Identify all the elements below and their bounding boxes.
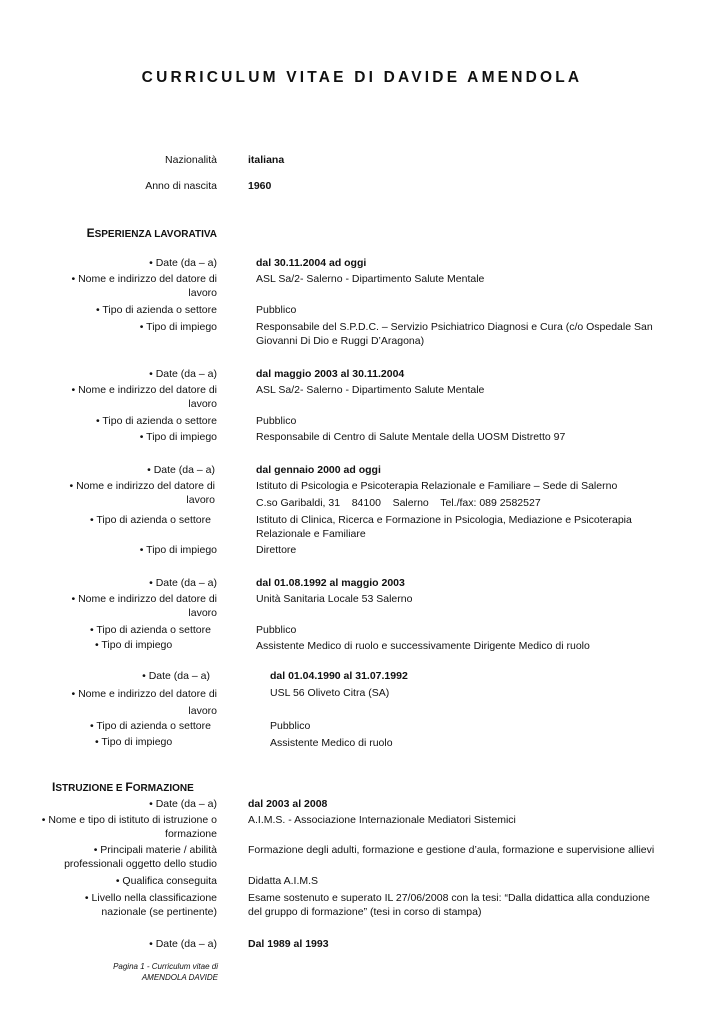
exp5-date-label: • Date (da – a) xyxy=(142,670,210,682)
exp2-date: dal maggio 2003 al 30.11.2004 xyxy=(256,368,405,380)
exp2-employer-label: • Nome e indirizzo del datore di lavoro xyxy=(71,384,217,410)
exp2-sector-label: • Tipo di azienda o settore xyxy=(95,415,217,427)
exp3-date-label: • Date (da – a) xyxy=(147,464,215,476)
exp1-date-label: • Date (da – a) xyxy=(149,257,217,269)
exp3-date: dal gennaio 2000 ad oggi xyxy=(256,464,381,476)
exp3-role-label: • Tipo di impiego xyxy=(139,544,217,556)
page-footer xyxy=(60,961,218,983)
exp2-sector: Pubblico xyxy=(256,415,297,427)
edu1-level-label: • Livello nella classificazione nazionale (se pertinente) xyxy=(84,892,217,918)
page-title: CURRICULUM VITAE DI DAVIDE AMENDOLA xyxy=(141,69,583,86)
birth-year-value: 1960 xyxy=(248,180,272,192)
edu1-subjects: Formazione degli adulti, formazione e gestione d’aula, formazione e supervisione allievi xyxy=(248,844,655,856)
edu1-institute-label: • Nome e tipo di istituto di istruzione o formazione xyxy=(41,814,217,840)
exp1-role-label: • Tipo di impiego xyxy=(139,321,217,333)
exp4-employer: Unità Sanitaria Locale 53 Salerno xyxy=(256,593,413,605)
exp3-employer-label: • Nome e indirizzo del datore di lavoro xyxy=(69,480,215,506)
exp4-role: Assistente Medico di ruolo e successivamente Dirigente Medico di ruolo xyxy=(256,640,590,652)
footer-line-1: Pagina 1 - Curriculum vitae di xyxy=(113,962,218,971)
exp4-employer-label: • Nome e indirizzo del datore di lavoro xyxy=(71,593,217,619)
exp3-employer: Istituto di Psicologia e Psicoterapia Relazionale e Familiare – Sede di Salerno xyxy=(256,480,618,492)
edu1-level: Esame sostenuto e superato IL 27/06/2008 con la tesi: “Dalla didattica alla conduzione del gruppo di formazione” (tesi in corso di stampa) xyxy=(248,892,650,918)
exp2-role: Responsabile di Centro di Salute Mentale della UOSM Distretto 97 xyxy=(256,431,566,443)
exp3-sector-label: • Tipo di azienda o settore xyxy=(89,514,211,526)
exp4-date: dal 01.08.1992 al maggio 2003 xyxy=(256,577,405,589)
edu1-date: dal 2003 al 2008 xyxy=(248,798,328,810)
exp2-date-label: • Date (da – a) xyxy=(149,368,217,380)
edu2-date: Dal 1989 al 1993 xyxy=(248,938,329,950)
exp5-sector-label: • Tipo di azienda o settore xyxy=(89,720,211,732)
exp5-employer-label: • Nome e indirizzo del datore di lavoro xyxy=(71,688,217,717)
edu2-date-label: • Date (da – a) xyxy=(149,938,217,950)
exp5-employer: USL 56 Oliveto Citra (SA) xyxy=(270,687,390,699)
exp1-role: Responsabile del S.P.D.C. – Servizio Psichiatrico Diagnosi e Cura (c/o Ospedale San Giovanni Di Dio e Ruggi D’Aragona) xyxy=(256,321,653,347)
edu1-subjects-label: • Principali materie / abilità professionali oggetto dello studio xyxy=(64,844,217,870)
exp5-role-label: • Tipo di impiego xyxy=(95,736,173,748)
nationality-value: italiana xyxy=(248,154,285,166)
experience-heading: ESPERIENZA LAVORATIVA xyxy=(86,226,217,240)
exp3-role: Direttore xyxy=(256,544,297,556)
edu1-institute: A.I.M.S. - Associazione Internazionale Mediatori Sistemici xyxy=(248,814,516,826)
exp1-employer: ASL Sa/2- Salerno - Dipartimento Salute Mentale xyxy=(256,273,485,285)
exp1-sector-label: • Tipo di azienda o settore xyxy=(95,304,217,316)
exp5-date: dal 01.04.1990 al 31.07.1992 xyxy=(270,670,408,682)
edu1-qualification-label: • Qualifica conseguita xyxy=(115,875,217,887)
education-heading: ISTRUZIONE E FORMAZIONE xyxy=(52,780,194,794)
exp3-sector: Istituto di Clinica, Ricerca e Formazione in Psicologia, Mediazione e Psicoterapia Relazionale e Familiare xyxy=(256,514,632,540)
exp1-date: dal 30.11.2004 ad oggi xyxy=(256,257,367,269)
edu1-date-label: • Date (da – a) xyxy=(149,798,217,810)
exp5-role: Assistente Medico di ruolo xyxy=(270,737,393,749)
exp4-date-label: • Date (da – a) xyxy=(149,577,217,589)
exp4-role-label: • Tipo di impiego xyxy=(95,639,173,651)
nationality-label: Nazionalità xyxy=(165,154,217,166)
exp2-employer: ASL Sa/2- Salerno - Dipartimento Salute Mentale xyxy=(256,384,485,396)
exp1-employer-label: • Nome e indirizzo del datore di lavoro xyxy=(71,273,217,299)
edu1-qualification: Didatta A.I.M.S xyxy=(248,875,319,887)
exp4-sector-label: • Tipo di azienda o settore xyxy=(89,624,211,636)
birth-year-label: Anno di nascita xyxy=(145,180,217,192)
exp2-role-label: • Tipo di impiego xyxy=(139,431,217,443)
exp4-sector: Pubblico xyxy=(256,624,297,636)
exp1-sector: Pubblico xyxy=(256,304,297,316)
exp5-sector: Pubblico xyxy=(270,720,311,732)
footer-line-2: AMENDOLA DAVIDE xyxy=(141,973,218,982)
exp3-employer-address: C.so Garibaldi, 31 84100 Salerno Tel./fax: 089 2582527 xyxy=(256,497,541,509)
